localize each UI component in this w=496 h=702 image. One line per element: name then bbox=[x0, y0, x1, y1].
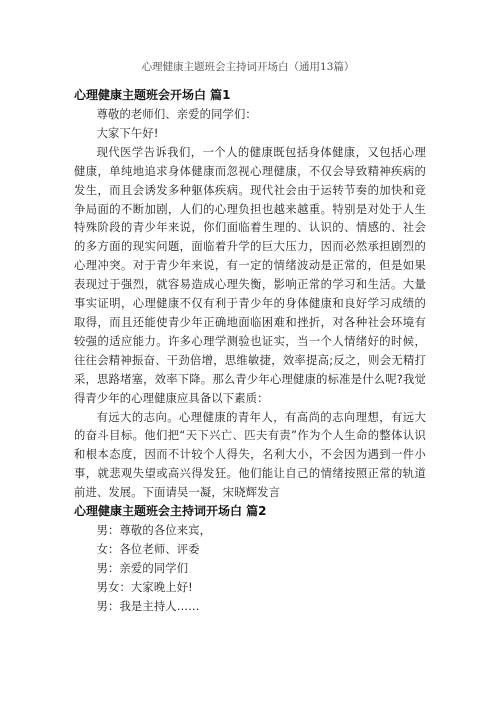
paragraph-health-intro: 现代医学告诉我们，一个人的健康既包括身体健康，又包括心理健康，单纯地追求身体健康而忽视心理健康，不仅会导致精神疾病的发生，而且会诱发多种躯体疾病。现代社会由于运转节奏的加快和竞争局面的不断加剧，人们的心理负担也越来越重。特别是对处于人生特殊阶段的青少年来说，你们面临着生理的、认识的、情感的、社会的多方面的现实问题，面临着升学的巨大压力，因而必然承担剧烈的心理冲突。对于青少年来说，有一定的情绪波动是正常的，但是如果表现过于强烈，就容易造成心理失衡，影响正常的学习和生活。大量事实证明，心理健康不仅有利于青少年的身体健康和良好学习成绩的取得，而且还能使青少年正确地面临困难和挫折，对各种社会环境有较强的适应能力。许多心理学测验也证实，当一个人情绪好的时候，往往会精神振奋、干劲倍增，思维敏捷，效率提高;反之，则会无精打采，思路堵塞，效率下降。那么青少年心理健康的标准是什么呢?我觉得青少年的心理健康应具备以下素质： bbox=[74, 145, 426, 405]
document-body bbox=[74, 87, 426, 617]
dialogue-line: 男：尊敬的各位来宾， bbox=[96, 524, 212, 538]
dialogue-line: 男：我是主持人…… bbox=[96, 599, 200, 613]
section-heading-2: 心理健康主题班会主持词开场白 篇2 bbox=[74, 504, 267, 519]
dialogue-line: 男女：大家晚上好! bbox=[96, 580, 193, 594]
paragraph-ambition: 有远大的志向。心理健康的青年人，有高尚的志向理想，有远大的奋斗目标。他们把“天下兴亡、匹夫有责”作为个人生命的整体认识和根本态度，因而不计较个人得失，名利大小，不会因为遇到一件小事，就悲观失望或高兴得发狂。他们能让自己的情绪按照正常的轨道前进、发展。下面请吴一凝，宋晓辉发言 bbox=[74, 410, 426, 500]
paragraph-hello: 大家下午好! bbox=[96, 126, 159, 140]
document-title: 心理健康主题班会主持词开场白（通用13篇） bbox=[141, 61, 355, 73]
section-heading-1: 心理健康主题班会开场白 篇1 bbox=[74, 88, 231, 102]
dialogue-line: 女：各位老师、评委 bbox=[96, 542, 200, 556]
dialogue-line: 男：亲爱的同学们 bbox=[96, 561, 189, 575]
paragraph-greeting: 尊敬的老师们、亲爱的同学们： bbox=[96, 108, 257, 121]
